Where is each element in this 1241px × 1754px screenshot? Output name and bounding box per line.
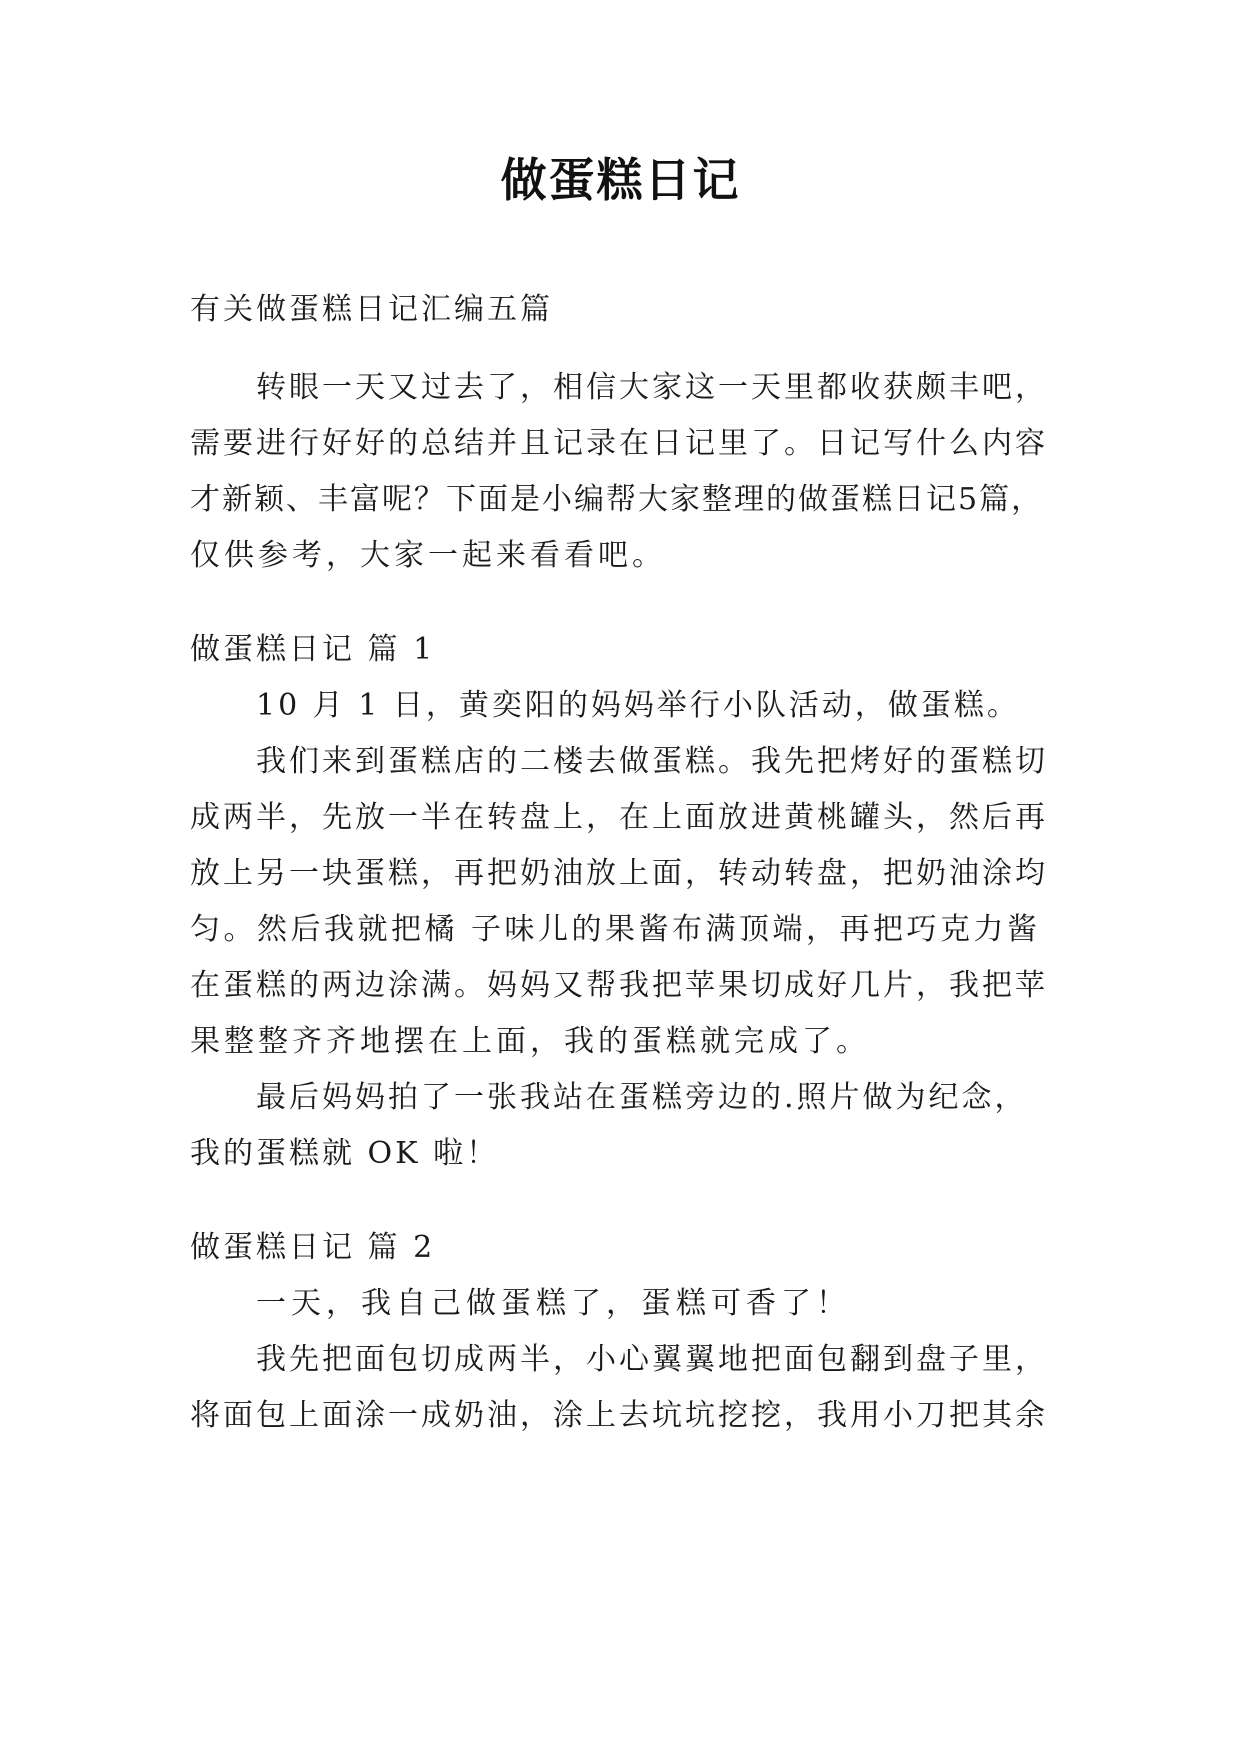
paragraph-line: 我先把面包切成两半，小心翼翼地把面包翻到盘子里， xyxy=(256,1342,1048,1377)
paragraph-line: 最后妈妈拍了一张我站在蛋糕旁边的.照片做为纪念， xyxy=(256,1080,1028,1115)
intro-line: 需要进行好好的总结并且记录在日记里了。日记写什么内容 xyxy=(190,426,1048,461)
paragraph-line: 果整整齐齐地摆在上面，我的蛋糕就完成了。 xyxy=(190,1024,870,1059)
paragraph-line: 在蛋糕的两边涂满。妈妈又帮我把苹果切成好几片，我把苹 xyxy=(190,968,1048,1003)
intro-line: 仅供参考，大家一起来看看吧。 xyxy=(190,538,666,573)
paragraph-line: 我的蛋糕就 OK 啦！ xyxy=(190,1136,500,1171)
paragraph-line: 一天，我自己做蛋糕了，蛋糕可香了！ xyxy=(256,1286,851,1321)
paragraph-line: 放上另一块蛋糕，再把奶油放上面，转动转盘，把奶油涂均 xyxy=(190,856,1048,891)
paragraph-line: 将面包上面涂一成奶油，涂上去坑坑挖挖，我用小刀把其余 xyxy=(190,1398,1048,1433)
paragraph-line: 我们来到蛋糕店的二楼去做蛋糕。我先把烤好的蛋糕切 xyxy=(256,744,1048,779)
document-title: 做蛋糕日记 xyxy=(500,153,741,207)
paragraph-line: 成两半，先放一半在转盘上，在上面放进黄桃罐头，然后再 xyxy=(190,800,1048,835)
paragraph-line: 匀。然后我就把橘 子味儿的果酱布满顶端，再把巧克力酱 xyxy=(190,912,1041,947)
paragraph-line: 10 月 1 日，黄奕阳的妈妈举行小队活动，做蛋糕。 xyxy=(256,688,1020,723)
intro-line: 才新颖、丰富呢？下面是小编帮大家整理的做蛋糕日记5篇， xyxy=(190,482,1044,517)
document-subtitle: 有关做蛋糕日记汇编五篇 xyxy=(190,292,553,327)
section-heading: 做蛋糕日记 篇 1 xyxy=(190,632,436,667)
intro-line: 转眼一天又过去了，相信大家这一天里都收获颇丰吧， xyxy=(256,370,1048,405)
section-heading: 做蛋糕日记 篇 2 xyxy=(190,1230,436,1265)
